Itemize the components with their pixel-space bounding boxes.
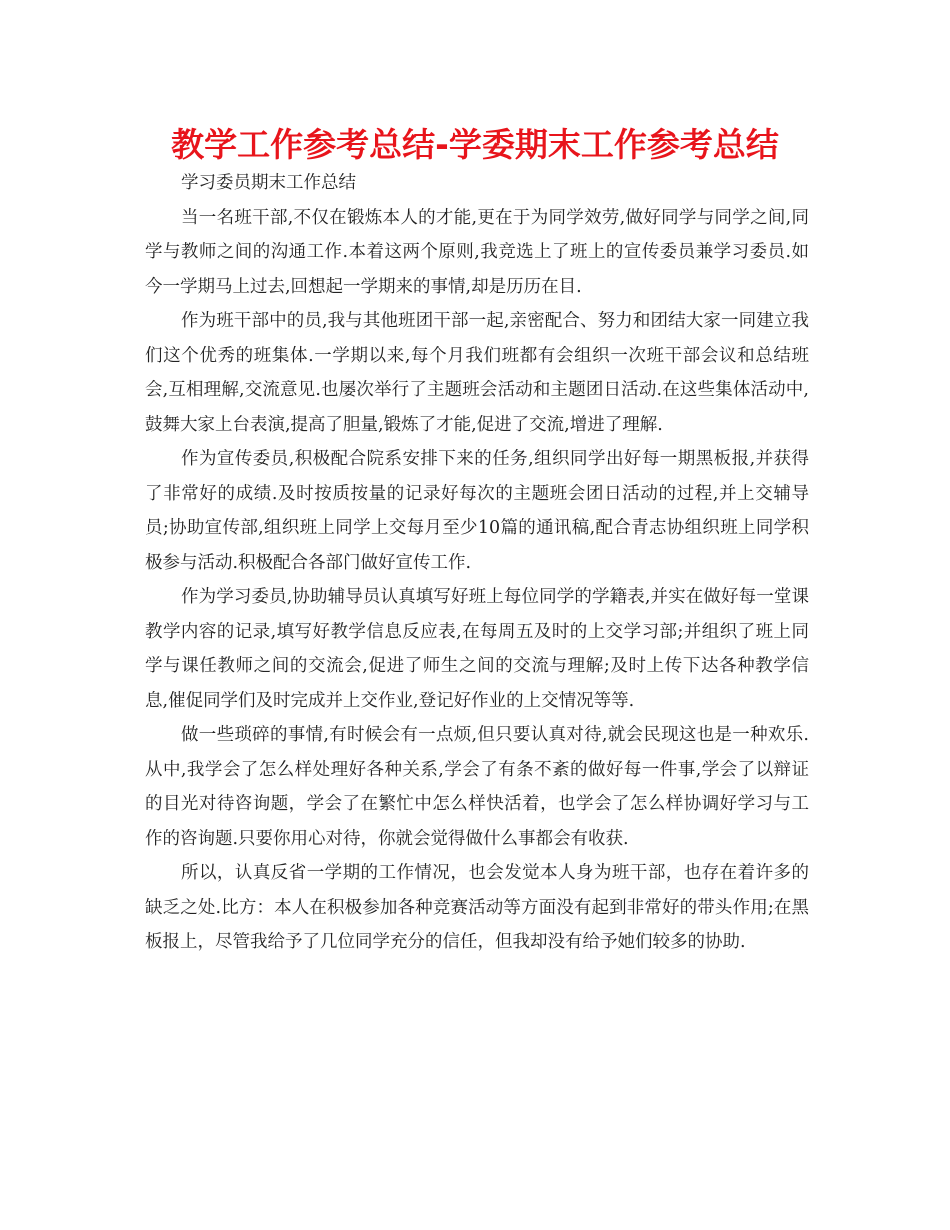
paragraph: 作为班干部中的员,我与其他班团干部一起,亲密配合、努力和团结大家一同建立我们这个优秀的班集体.一学期以来,每个月我们班都有会组织一次班干部会议和总结班会,互相理解,交流意见.也屡次举行了主题班会活动和主题团日活动.在这些集体活动中,鼓舞大家上台表演,提高了胆量,锻炼了才能,促进了交流,增进了理解. [145,311,809,435]
paragraph: 作为学习委员,协助辅导员认真填写好班上每位同学的学籍表,并实在做好每一堂课教学内容的记录,填写好教学信息反应表,在每周五及时的上交学习部;并组织了班上同学与课任教师之间的交流会,促进了师生之间的交流与理解;及时上传下达各种教学信息,催促同学们及时完成并上交作业,登记好作业的上交情况等等. [145,587,809,711]
document-subtitle: 学习委员期末工作总结 [181,173,356,193]
paragraph: 作为宣传委员,积极配合院系安排下来的任务,组织同学出好每一期黑板报,并获得了非常好的成绩.及时按质按量的记录好每次的主题班会团日活动的过程,并上交辅导员;协助宣传部,组织班上同学上交每月至少10篇的通讯稿,配合青志协组织班上同学积极参与活动.积极配合各部门做好宣传工作. [145,449,809,573]
paragraph: 做一些琐碎的事情,有时候会有一点烦,但只要认真对待,就会民现这也是一种欢乐.从中,我学会了怎么样处理好各种关系,学会了有条不紊的做好每一件事,学会了以辩证的目光对待咨询题，学会了在繁忙中怎么样快活着，也学会了怎么样协调好学习与工作的咨询题.只要你用心对待，你就会觉得做什么事都会有收获. [145,725,809,849]
document-body [145,166,809,960]
document-title: 教学工作参考总结-学委期末工作参考总结 [171,125,779,164]
paragraph: 当一名班干部,不仅在锻炼本人的才能,更在于为同学效劳,做好同学与同学之间,同学与教师之间的沟通工作.本着这两个原则,我竞选上了班上的宣传委员兼学习委员.如今一学期马上过去,回想起一学期来的事情,却是历历在目. [145,207,809,297]
paragraph: 所以，认真反省一学期的工作情况，也会发觉本人身为班干部，也存在着许多的缺乏之处.比方：本人在积极参加各种竞赛活动等方面没有起到非常好的带头作用;在黑板报上，尽管我给予了几位同学充分的信任，但我却没有给予她们较多的协助. [145,863,809,952]
